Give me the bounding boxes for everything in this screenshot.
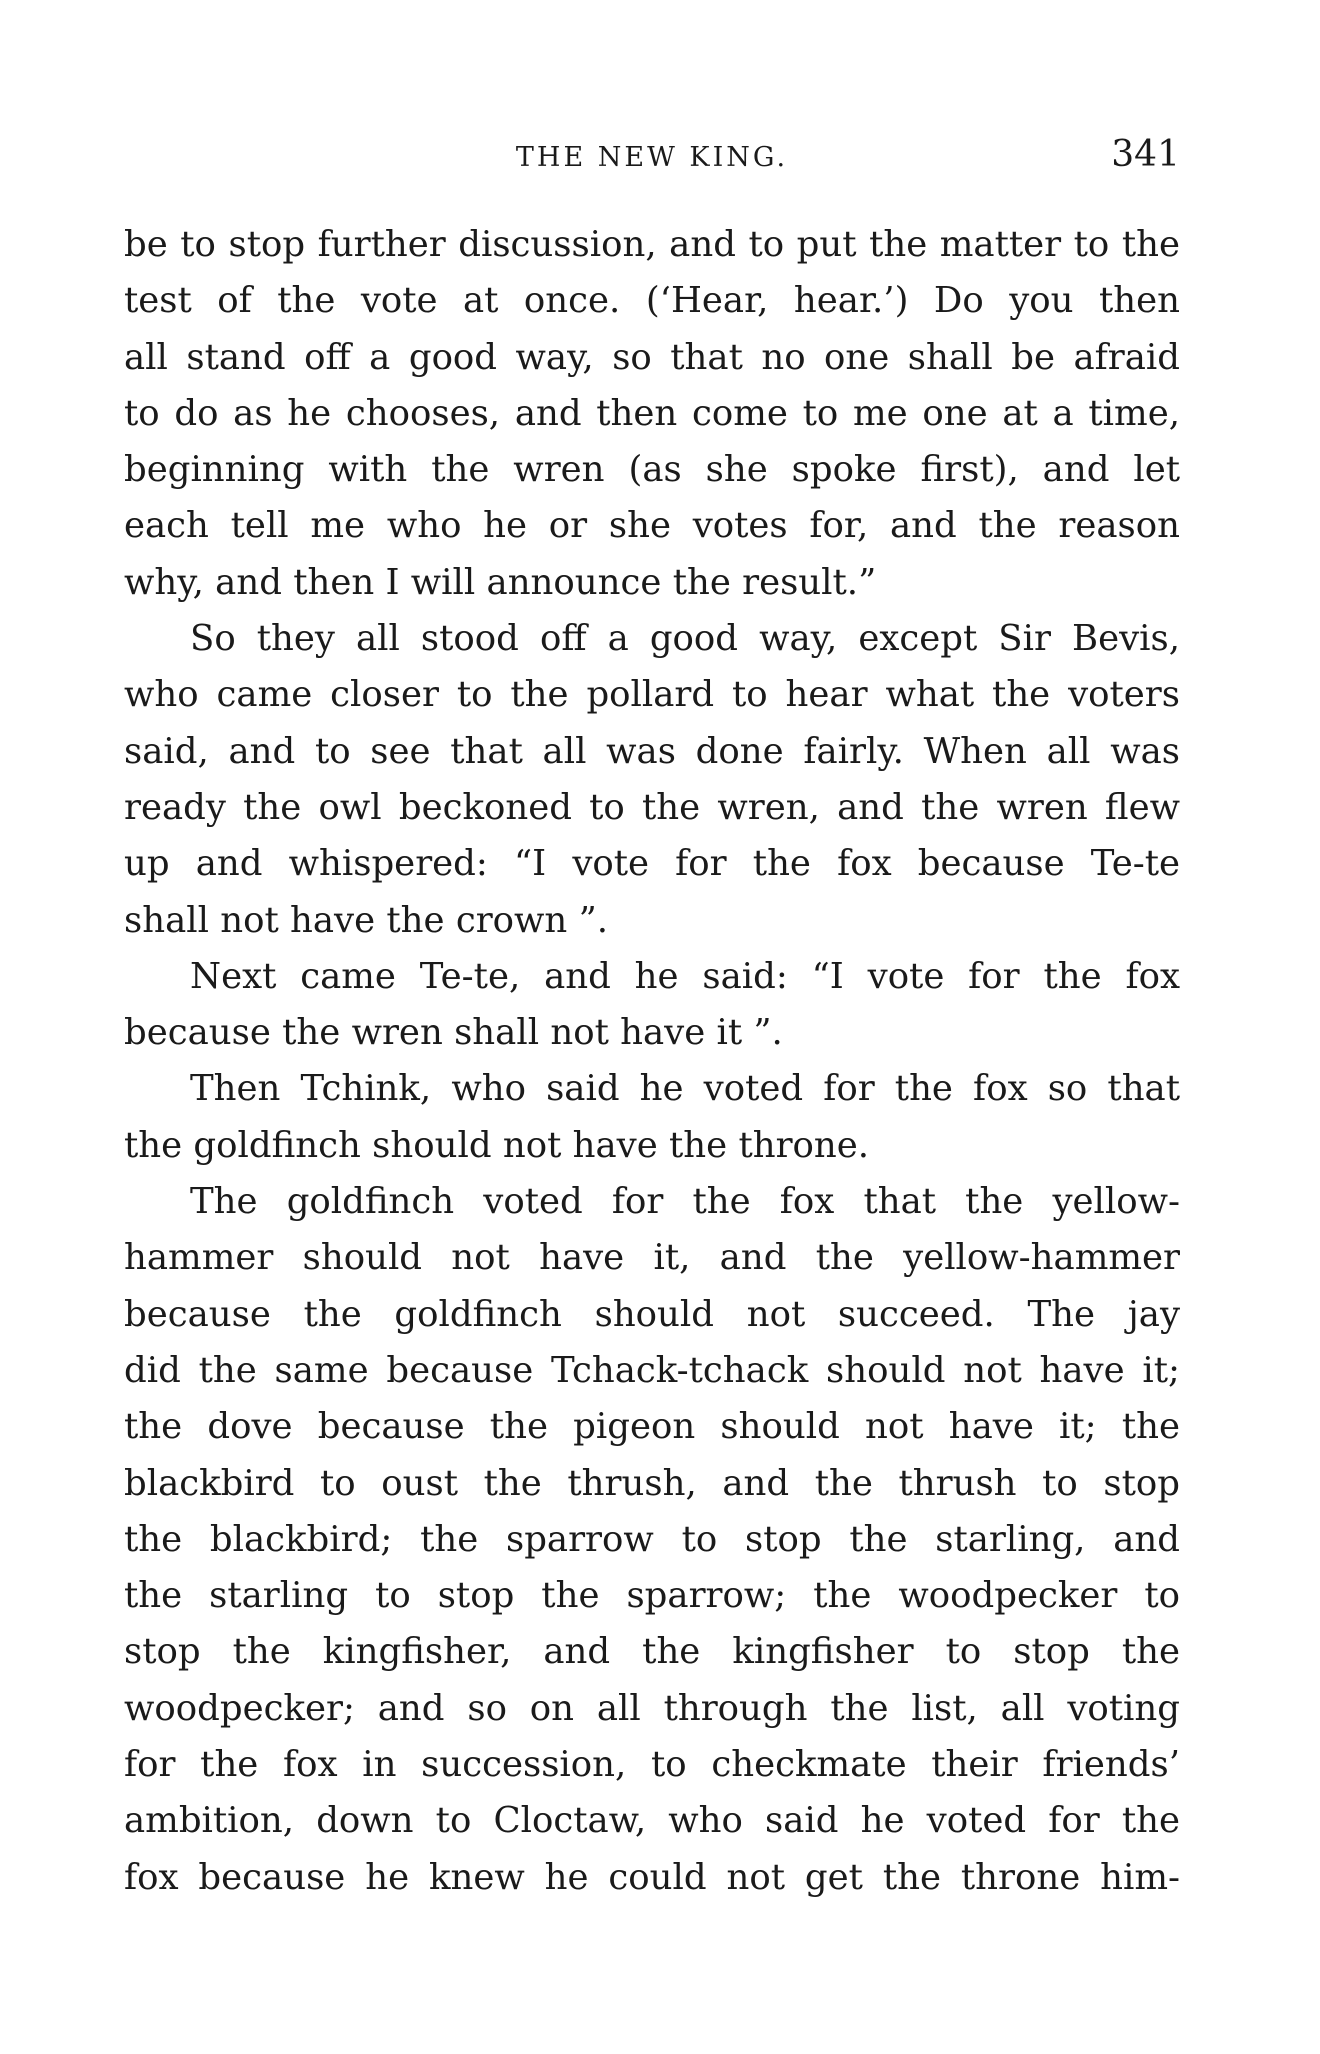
text-line: for the fox in succession, to checkmate their friends’ (124, 1744, 1180, 1786)
text-line: Then Tchink, who said he voted for the fox so that (190, 1068, 1180, 1110)
running-head (124, 134, 1180, 184)
text-line: why, and then I will announce the result.” (124, 561, 877, 603)
text-line: stop the kingfisher, and the kingfisher to stop the (124, 1631, 1180, 1673)
text-line: ready the owl beckoned to the wren, and the wren flew (124, 786, 1180, 828)
text-line: said, and to see that all was done fairly. When all was (124, 730, 1180, 772)
text-line: to do as he chooses, and then come to me one at a time, (124, 392, 1180, 434)
text-line: because the goldfinch should not succeed. The jay (124, 1293, 1180, 1335)
text-line: the dove because the pigeon should not have it; the (124, 1406, 1180, 1448)
text-line: each tell me who he or she votes for, and the reason (124, 505, 1180, 547)
text-line: who came closer to the pollard to hear what the voters (124, 674, 1180, 716)
text-line: The goldfinch voted for the fox that the yellow- (190, 1181, 1180, 1223)
text-line: because the wren shall not have it ”. (124, 1012, 783, 1054)
text-line: ambition, down to Cloctaw, who said he voted for the (124, 1800, 1180, 1842)
text-line: hammer should not have it, and the yellow-hammer (124, 1237, 1180, 1279)
body-text (124, 217, 1180, 1906)
text-line: Next came Te-te, and he said: “I vote for the fox (190, 955, 1180, 997)
text-line: up and whispered: “I vote for the fox because Te-te (124, 843, 1180, 885)
text-line: be to stop further discussion, and to put the matter to the (124, 224, 1180, 265)
text-line: fox because he knew he could not get the throne him- (124, 1856, 1180, 1898)
text-line: blackbird to oust the thrush, and the thrush to stop (124, 1462, 1180, 1504)
text-line: all stand off a good way, so that no one shall be afraid (124, 336, 1180, 378)
text-line: shall not have the crown ”. (124, 899, 609, 941)
text-line: the goldfinch should not have the throne. (124, 1124, 870, 1166)
text-line: test of the vote at once. (‘Hear, hear.’) Do you then (124, 280, 1180, 322)
running-title: THE NEW KING. (515, 142, 789, 173)
text-line: woodpecker; and so on all through the list, all voting (124, 1687, 1180, 1729)
text-line: the blackbird; the sparrow to stop the starling, and (124, 1518, 1180, 1560)
page-number: 341 (1111, 134, 1180, 175)
text-line: So they all stood off a good way, except Sir Bevis, (190, 618, 1180, 660)
text-line: beginning with the wren (as she spoke first), and let (124, 449, 1180, 491)
text-line: did the same because Tchack-tchack should not have it; (124, 1349, 1180, 1391)
text-line: the starling to stop the sparrow; the woodpecker to (124, 1575, 1180, 1617)
